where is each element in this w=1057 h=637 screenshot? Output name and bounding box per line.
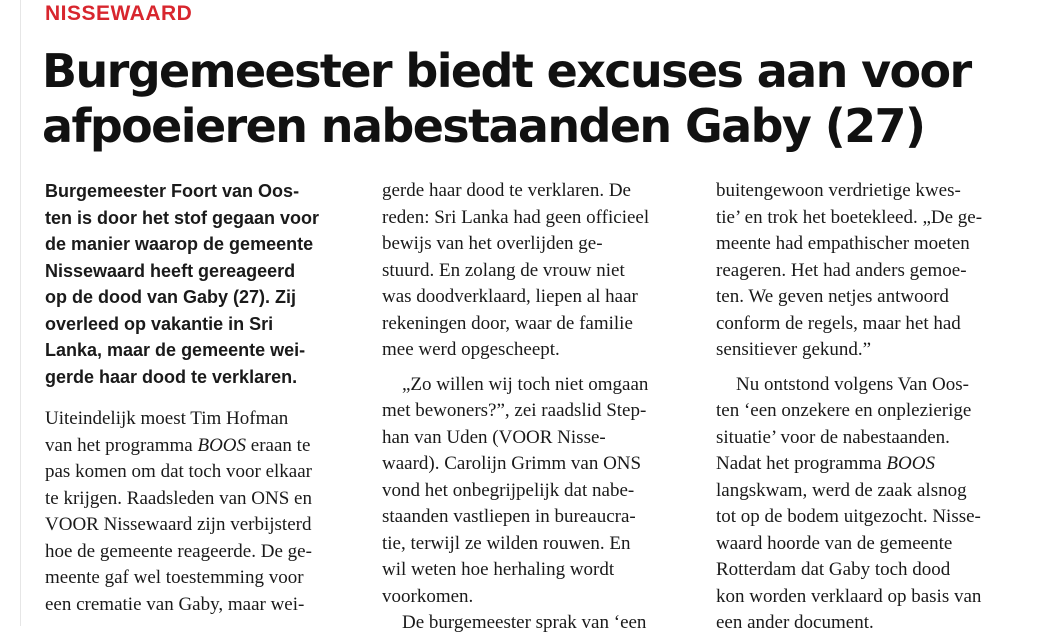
- body-line: han van Uden (VOOR Nisse-: [382, 426, 606, 448]
- lead-line: Lanka, maar de gemeente wei-: [45, 340, 306, 360]
- body-line: rekeningen door, waar de familie: [382, 312, 633, 334]
- body-line: sensitiever gekund.”: [716, 339, 872, 360]
- body-line: De burgemeester sprak van ‘een: [402, 612, 647, 633]
- lead-paragraph: [45, 178, 365, 390]
- body-paragraph: [45, 406, 365, 618]
- article-column-3: [716, 178, 1036, 637]
- programme-name: BOOS: [886, 453, 935, 474]
- body-line: ten. We geven netjes antwoord: [716, 286, 949, 307]
- body-paragraph: [382, 610, 702, 637]
- body-line: hoe de gemeente reageerde. De ge-: [45, 540, 312, 562]
- body-line: ten ‘een onzekere en onplezierige: [716, 400, 972, 421]
- lead-line: Burgemeester Foort van Oos-: [45, 181, 300, 201]
- body-line: tie, terwijl ze wilden rouwen. En: [382, 532, 631, 554]
- body-line: Uiteindelijk moest Tim Hofman: [45, 408, 289, 429]
- article-column-2: [382, 178, 702, 637]
- paragraph-gap: [716, 364, 1036, 372]
- body-line: „Zo willen wij toch niet omgaan: [402, 373, 649, 395]
- article-column-1: [45, 178, 365, 618]
- body-line: mee werd opgescheept.: [382, 339, 560, 360]
- body-line: met bewoners?”, zei raadslid Step-: [382, 400, 647, 421]
- body-line: meente gaf wel toestemming voor: [45, 567, 304, 588]
- body-line: VOOR Nissewaard zijn verbijsterd: [45, 514, 312, 535]
- body-line: conform de regels, maar het had: [716, 312, 961, 334]
- body-line: staanden vastliepen in bureaucra-: [382, 506, 636, 527]
- paragraph-gap: [382, 364, 702, 372]
- body-line: langskwam, werd de zaak alsnog: [716, 479, 967, 501]
- section-label: NISSEWAARD: [45, 2, 193, 25]
- body-line: een ander document.: [716, 612, 874, 633]
- body-line: buitengewoon verdrietige kwes-: [716, 180, 961, 201]
- body-line: van het programma BOOS eraan te: [45, 434, 311, 456]
- body-line: waard hoorde van de gemeente: [716, 532, 953, 554]
- body-line: tot op de bodem uitgezocht. Nisse-: [716, 506, 981, 527]
- lead-line: op de dood van Gaby (27). Zij: [45, 287, 297, 307]
- body-line: was doodverklaard, liepen al haar: [382, 286, 638, 307]
- lead-line: overleed op vakantie in Sri: [45, 313, 274, 334]
- body-paragraph: [382, 178, 702, 364]
- body-line: een crematie van Gaby, maar wei-: [45, 593, 305, 615]
- headline: [42, 44, 1032, 154]
- body-paragraph: [716, 372, 1036, 637]
- body-line: Nadat het programma BOOS: [716, 453, 935, 474]
- paragraph-gap: [45, 390, 365, 406]
- programme-name: BOOS: [197, 434, 247, 456]
- body-paragraph: [716, 178, 1036, 364]
- body-paragraph: [382, 372, 702, 611]
- body-line: bewijs van het overlijden ge-: [382, 233, 603, 254]
- body-line: waard). Carolijn Grimm van ONS: [382, 453, 642, 474]
- body-line: voorkomen.: [382, 585, 474, 607]
- body-line: gerde haar dood te verklaren. De: [382, 180, 631, 201]
- page-edge-line: [20, 0, 21, 626]
- headline-line: Burgemeester biedt excuses aan voor: [42, 44, 971, 98]
- body-line: wil weten hoe herhaling wordt: [382, 559, 615, 580]
- body-line: tie’ en trok het boetekleed. „De ge-: [716, 206, 983, 228]
- body-line: Nu ontstond volgens Van Oos-: [736, 373, 969, 395]
- lead-line: ten is door het stof gegaan voor: [45, 207, 320, 228]
- body-line: te krijgen. Raadsleden van ONS en: [45, 487, 312, 509]
- headline-line: afpoeieren nabestaanden Gaby (27): [42, 99, 925, 153]
- body-line: situatie’ voor de nabestaanden.: [716, 426, 950, 448]
- body-line: kon worden verklaard op basis van: [716, 585, 982, 607]
- body-line: vond het onbegrijpelijk dat nabe-: [382, 479, 635, 501]
- body-line: reageren. Het had anders gemoe-: [716, 259, 967, 281]
- body-line: reden: Sri Lanka had geen officieel: [382, 206, 650, 228]
- body-line: pas komen om dat toch voor elkaar: [45, 461, 312, 482]
- body-line: meente had empathischer moeten: [716, 233, 970, 254]
- body-line: stuurd. En zolang de vrouw niet: [382, 259, 625, 281]
- lead-line: Nissewaard heeft gereageerd: [45, 260, 296, 281]
- lead-line: gerde haar dood te verklaren.: [45, 366, 298, 387]
- body-line: Rotterdam dat Gaby toch dood: [716, 559, 951, 580]
- lead-line: de manier waarop de gemeente: [45, 234, 314, 254]
